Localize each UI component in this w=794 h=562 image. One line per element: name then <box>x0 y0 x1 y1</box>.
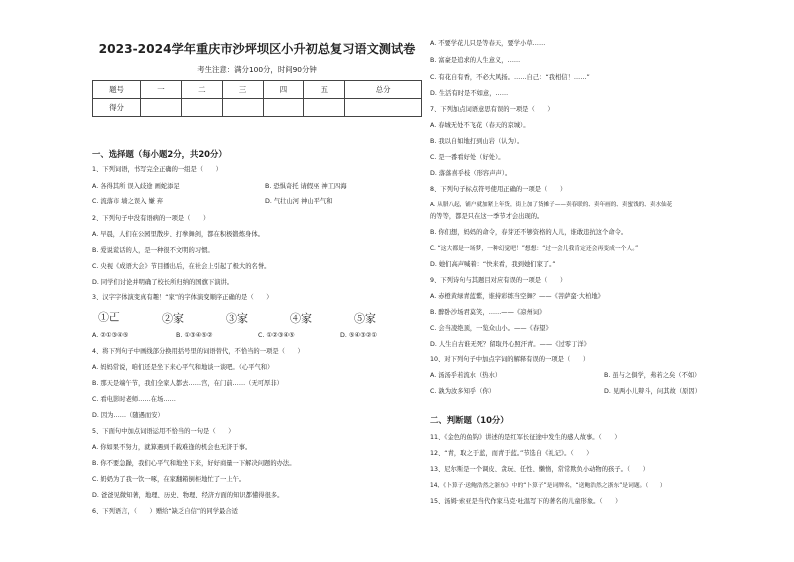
question-text: 11、《金色的鱼钩》讲述的是红军长征途中发生的感人故事。（ ） <box>430 434 621 441</box>
option-line: D. 因为……（随遇而安） <box>92 412 164 419</box>
question-text: 10、对下列句子中加点字词的解释有误的一项是（ ） <box>430 356 590 363</box>
option-line: C. 央视《成语大会》节目播出后，在社会上引起了极大的名誉。 <box>92 263 271 270</box>
option-line: B. 富豪是追求的人生意义，…… <box>430 57 521 64</box>
option-line: D. 她们高声喊着：“快来看，我到她们家了。” <box>430 261 556 268</box>
option-line: A. 妈妈常说，咱们还是坐下来心平气和地谈一谈吧。（心平气和） <box>92 364 274 371</box>
option-line: A. 你如果不努力，就算遇到千载难逢的机会也无济于事。 <box>92 444 252 451</box>
score-label-cell: 得分 <box>93 99 141 117</box>
question-text: 9、下列诗句与其题目对应有误的一项是（ ） <box>430 277 567 284</box>
option-c: C. 流落市 墙之误入 嫌 弃 <box>92 198 164 205</box>
option-line: B. 你们想，妈妈的命令，春芽还不够资格的人儿，谁敢违抗这个命令。 <box>430 229 628 236</box>
option-line: D. 人生自古谁无死？留取丹心照汗青。——《过零丁洋》 <box>430 341 590 348</box>
option-c: C. 孰为汝多知乎（你） <box>430 388 496 395</box>
score-header-cell: 一 <box>141 81 182 99</box>
question-text: 4、将下列句子中画线部分换用括号里的词语替代，不恰当的一项是（ ） <box>92 348 304 355</box>
option-line: C. 看电影时老师……在场…… <box>92 396 176 403</box>
question-text: 14、《卜算子·送鲍浩然之浙东》中的“卜算子”是词牌名，“送鲍浩然之浙东”是词题。（ ） <box>430 483 666 489</box>
option-line: A. 不要学花儿只是等春天，要学小草…… <box>430 40 546 47</box>
option-line: B. 我以自如地打到山岩（认为）。 <box>430 138 524 145</box>
exam-notice: 考生注意：满分100分，时间90分钟 <box>197 65 317 74</box>
score-header-cell: 二 <box>181 81 222 99</box>
option-c: C. ①②③④⑤ <box>258 332 295 339</box>
score-input-cell[interactable] <box>141 99 182 117</box>
glyph-1: ①𠀀 <box>98 311 120 324</box>
question-text: 12、“青，取之于蓝，而青于蓝。”节选自《礼记》。（ ） <box>430 450 593 457</box>
option-d: D. 见两小儿辩斗，问其故（原因） <box>604 388 702 395</box>
option-line: C. 是一番看好处（好处）。 <box>430 154 505 161</box>
score-header-cell: 四 <box>263 81 304 99</box>
glyph-3: ③家 <box>226 312 248 325</box>
page-title: 2023-2024学年重庆市沙坪坝区小升初总复习语文测试卷 <box>98 42 416 56</box>
score-input-cell[interactable] <box>304 99 345 117</box>
score-input-cell[interactable] <box>222 99 263 117</box>
option-b: B. ①③④⑤② <box>176 332 213 339</box>
option-line: D. 同学们讨论并明确了校长所归纳的国旗下演讲。 <box>92 279 234 286</box>
score-header-cell: 三 <box>222 81 263 99</box>
section-heading-judge: 二、判断题（10分） <box>430 415 509 425</box>
question-text: 7、下列加点词语意思有误的一项是（ ） <box>430 106 554 113</box>
option-line: D. 爸爸见微知著，地理、历史、物理、经济方面的知识都懂得很多。 <box>92 492 284 499</box>
glyph-4: ④家 <box>290 312 312 325</box>
option-d: D. 气壮山河 神山平气和 <box>265 198 333 205</box>
question-text: 2、下列句子中没有语病的一项是（ ） <box>92 215 210 222</box>
option-line: B. 你不要急躁，我们心平气和地坐下来，好好商量一下解决问题的办法。 <box>92 460 296 467</box>
question-text: 8、下列句子标点符号使用正确的一项是（ ） <box>430 186 567 193</box>
option-b: B. 虽与之俱学，弗若之矣（不如） <box>604 372 701 379</box>
option-line: D. 生活有时是不如意，…… <box>430 90 509 97</box>
option-line: B. 那天是端午节，我们全家人都去……宫，在门前……（无可厚非） <box>92 380 283 387</box>
option-line: B. 爱说谎话的人，是一种很不文明的习惯。 <box>92 247 214 254</box>
option-line: D. 落落喜乎枝（形容声声）。 <box>430 170 512 177</box>
score-table <box>92 80 422 117</box>
option-b: B. 恐惧奇托 请假巫 神工四海 <box>265 183 347 190</box>
score-input-cell[interactable] <box>263 99 304 117</box>
question-text: 15、汤姆·索亚是当代作家马克·吐温写下的著名的儿童形象。（ ） <box>430 498 622 505</box>
option-a: A. 各得其所 误入歧途 画蛇添足 <box>92 183 180 190</box>
score-header-cell: 五 <box>304 81 345 99</box>
option-line: 的等等，都是只在这一季节才会出现的。 <box>430 213 544 220</box>
score-input-cell[interactable] <box>345 99 422 117</box>
question-text: 3、汉字字体演变真有趣！“家”的字体演变顺序正确的是（ ） <box>92 294 273 301</box>
question-text: 6、下列语言，（ ）赠给“缺乏自信”的同学最合适 <box>92 508 238 515</box>
section-heading-choice: 一、选择题（每小题2分，共20分） <box>92 149 227 159</box>
option-d: D. ⑤④③②① <box>340 332 378 339</box>
glyph-row <box>92 306 422 326</box>
option-line: A. 春城无处不飞花（春天的京城）。 <box>430 122 530 129</box>
question-text: 5、下面句中加点词语运用不恰当的一句是（ ） <box>92 428 235 435</box>
option-line: A. 从腊八起，铺户就加紧上年货，街上加了货摊子——卖春联的、卖年画的、卖蜜饯的、卖水仙花 <box>430 202 673 208</box>
option-line: C. 会当凌绝顶，一览众山小。——《春望》 <box>430 325 552 332</box>
option-line: C. 有花自有香，不必大风扬。……自己：“我相信！……” <box>430 74 590 81</box>
option-a: A. ②①③④⑤ <box>92 332 129 339</box>
score-header-cell: 题号 <box>93 81 141 99</box>
question-text: 1、下列词语，书写完全正确的一组是（ ） <box>92 166 222 173</box>
option-line: C. 奶奶为了我一饮一啄，在家翻箱倒柜地忙了一上午。 <box>92 476 246 483</box>
score-header-cell: 总分 <box>345 81 422 99</box>
option-line: A. 早晨，人们在公园里散步、打拳舞剑，都在积极锻炼身体。 <box>92 231 264 238</box>
glyph-2: ②家 <box>162 312 184 325</box>
option-line: B. 醉卧沙场君莫笑，……——《凉州词》 <box>430 309 546 316</box>
glyph-5: ⑤家 <box>354 312 376 325</box>
option-a: A. 汤汤乎若流水（热水） <box>430 372 502 379</box>
question-text: 13、尼尔斯是一个调皮、贪玩、任性、懒惰，常常欺负小动物的孩子。（ ） <box>430 466 649 473</box>
option-line: C. “这大都是一场梦，一种幻觉吧！”想想：“过一会儿我肯定还会再变成一个人。” <box>430 246 639 252</box>
score-input-cell[interactable] <box>181 99 222 117</box>
option-line: A. 赤橙黄绿青蓝紫，谁持彩练当空舞？——《菩萨蛮·大柏地》 <box>430 293 604 300</box>
